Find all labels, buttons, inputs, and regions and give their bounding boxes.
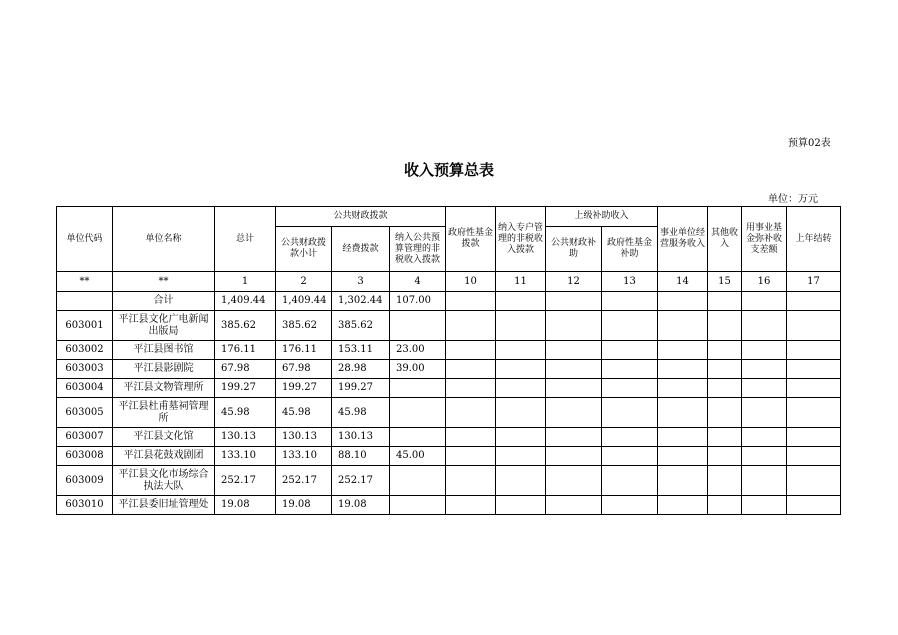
- form-number: 预算02表: [788, 138, 831, 149]
- row-subtotal: 385.62: [276, 311, 332, 341]
- empty-cell: [787, 311, 841, 341]
- header-total: 总计: [215, 207, 276, 272]
- row-funding: 385.62: [332, 311, 390, 341]
- empty-cell: [446, 398, 496, 428]
- row-subtotal: 67.98: [276, 360, 332, 379]
- row-name: 平江县文化广电新闻出版局: [113, 311, 215, 341]
- index-cell: 3: [332, 272, 390, 292]
- table-row: [57, 341, 841, 360]
- empty-cell: [708, 379, 742, 398]
- index-cell: **: [113, 272, 215, 292]
- empty-cell: [787, 496, 841, 515]
- row-funding: 45.98: [332, 398, 390, 428]
- empty-cell: [708, 398, 742, 428]
- empty-cell: [658, 466, 708, 496]
- index-cell: 14: [658, 272, 708, 292]
- empty-cell: [546, 466, 602, 496]
- row-nontax: [390, 428, 446, 447]
- row-subtotal: 130.13: [276, 428, 332, 447]
- table-row: [57, 379, 841, 398]
- row-subtotal: 199.27: [276, 379, 332, 398]
- empty-cell: [546, 496, 602, 515]
- table-row: [57, 428, 841, 447]
- empty-cell: [446, 360, 496, 379]
- empty-cell: [787, 341, 841, 360]
- index-cell: 16: [742, 272, 787, 292]
- index-cell: 15: [708, 272, 742, 292]
- row-nontax: [390, 466, 446, 496]
- index-cell: 1: [215, 272, 276, 292]
- row-code: 603008: [57, 447, 113, 466]
- empty-cell: [602, 447, 658, 466]
- table-row: [57, 466, 841, 496]
- header-unit-code: 单位代码: [57, 207, 113, 272]
- empty-cell: [546, 360, 602, 379]
- empty-cell: [546, 447, 602, 466]
- empty-cell: [658, 398, 708, 428]
- row-funding: 28.98: [332, 360, 390, 379]
- empty-cell: [787, 360, 841, 379]
- total-row-funding: 1,302.44: [332, 292, 390, 311]
- empty-cell: [742, 447, 787, 466]
- empty-cell: [708, 447, 742, 466]
- row-code: 603009: [57, 466, 113, 496]
- row-total: 67.98: [215, 360, 276, 379]
- empty-cell: [658, 496, 708, 515]
- header-pf-funding: 经费拨款: [332, 227, 390, 272]
- table-row: [57, 311, 841, 341]
- row-funding: 19.08: [332, 496, 390, 515]
- row-code: 603003: [57, 360, 113, 379]
- index-cell: 12: [546, 272, 602, 292]
- empty-cell: [742, 466, 787, 496]
- empty-cell: [496, 311, 546, 341]
- empty-cell: [602, 496, 658, 515]
- empty-cell: [602, 466, 658, 496]
- row-total: 252.17: [215, 466, 276, 496]
- index-cell: 10: [446, 272, 496, 292]
- empty-cell: [742, 428, 787, 447]
- row-code: 603010: [57, 496, 113, 515]
- empty-cell: [742, 398, 787, 428]
- header-unit-name: 单位名称: [113, 207, 215, 272]
- empty-cell: [546, 311, 602, 341]
- empty-cell: [546, 379, 602, 398]
- row-name: 平江县文物管理所: [113, 379, 215, 398]
- row-total: 133.10: [215, 447, 276, 466]
- unit-label: 单位：万元: [768, 194, 818, 205]
- empty-cell: [658, 360, 708, 379]
- header-pf-subtotal: 公共财政拨款小计: [276, 227, 332, 272]
- empty-cell: [708, 428, 742, 447]
- row-subtotal: 176.11: [276, 341, 332, 360]
- empty-cell: [602, 379, 658, 398]
- row-name: 平江县影剧院: [113, 360, 215, 379]
- empty-cell: [742, 311, 787, 341]
- empty-cell: [446, 341, 496, 360]
- row-name: 平江县杜甫墓祠管理所: [113, 398, 215, 428]
- empty-cell: [708, 360, 742, 379]
- row-funding: 88.10: [332, 447, 390, 466]
- empty-cell: [742, 379, 787, 398]
- row-subtotal: 19.08: [276, 496, 332, 515]
- empty-cell: [496, 379, 546, 398]
- empty-cell: [602, 428, 658, 447]
- page-title: 收入预算总表: [403, 161, 494, 179]
- row-code: 603007: [57, 428, 113, 447]
- empty-cell: [658, 447, 708, 466]
- empty-cell: [446, 466, 496, 496]
- empty-cell: [742, 360, 787, 379]
- empty-cell: [708, 311, 742, 341]
- row-subtotal: 45.98: [276, 398, 332, 428]
- total-row-code: [57, 292, 113, 311]
- row-code: 603005: [57, 398, 113, 428]
- row-total: 176.11: [215, 341, 276, 360]
- empty-cell: [546, 428, 602, 447]
- empty-cell: [708, 496, 742, 515]
- index-cell: 4: [390, 272, 446, 292]
- header-pf-nontax: 纳入公共预算管理的非税收入拨款: [390, 227, 446, 272]
- empty-cell: [446, 311, 496, 341]
- empty-cell: [708, 341, 742, 360]
- row-nontax: [390, 379, 446, 398]
- empty-cell: [602, 398, 658, 428]
- row-funding: 130.13: [332, 428, 390, 447]
- total-row-total: 1,409.44: [215, 292, 276, 311]
- row-name: 平江县委旧址管理处: [113, 496, 215, 515]
- empty-cell: [496, 428, 546, 447]
- row-nontax: [390, 398, 446, 428]
- empty-cell: [658, 311, 708, 341]
- empty-cell: [742, 496, 787, 515]
- row-total: 19.08: [215, 496, 276, 515]
- empty-cell: [446, 447, 496, 466]
- row-funding: 252.17: [332, 466, 390, 496]
- empty-cell: [787, 398, 841, 428]
- row-total: 45.98: [215, 398, 276, 428]
- header-ss-gov-fund: 政府性基金补助: [602, 227, 658, 272]
- row-name: 平江县图书馆: [113, 341, 215, 360]
- row-nontax: 39.00: [390, 360, 446, 379]
- row-name: 平江县花鼓戏剧团: [113, 447, 215, 466]
- empty-cell: [787, 447, 841, 466]
- row-total: 385.62: [215, 311, 276, 341]
- empty-cell: [658, 341, 708, 360]
- empty-cell: [602, 311, 658, 341]
- row-nontax: [390, 311, 446, 341]
- empty-cell: [496, 466, 546, 496]
- empty-cell: [446, 379, 496, 398]
- empty-cell: [708, 466, 742, 496]
- empty-cell: [496, 496, 546, 515]
- empty-cell: [602, 360, 658, 379]
- empty-cell: [787, 379, 841, 398]
- header-carryover: 上年结转: [787, 207, 841, 272]
- index-cell: **: [57, 272, 113, 292]
- empty-cell: [446, 428, 496, 447]
- row-code: 603004: [57, 379, 113, 398]
- empty-cell: [496, 398, 546, 428]
- index-cell: 2: [276, 272, 332, 292]
- header-public-fiscal: 公共财政拨款: [276, 207, 446, 227]
- table-row: [57, 360, 841, 379]
- row-name: 平江县文化市场综合执法大队: [113, 466, 215, 496]
- header-superior-subsidy: 上级补助收入: [546, 207, 658, 227]
- row-nontax: 23.00: [390, 341, 446, 360]
- row-name: 平江县文化馆: [113, 428, 215, 447]
- empty-cell: [546, 341, 602, 360]
- header-other-income: 其他收入: [708, 207, 742, 272]
- empty-cell: [658, 428, 708, 447]
- empty-cell: [787, 466, 841, 496]
- empty-cell: [496, 341, 546, 360]
- table-row: [57, 496, 841, 515]
- row-code: 603002: [57, 341, 113, 360]
- total-row-nontax: 107.00: [390, 292, 446, 311]
- header-fund-balance: 用事业基金弥补收支差额: [742, 207, 787, 272]
- row-total: 199.27: [215, 379, 276, 398]
- total-row-subtotal: 1,409.44: [276, 292, 332, 311]
- table-row: [57, 447, 841, 466]
- row-subtotal: 133.10: [276, 447, 332, 466]
- empty-cell: [496, 447, 546, 466]
- total-row-label: 合计: [113, 292, 215, 311]
- row-subtotal: 252.17: [276, 466, 332, 496]
- empty-cell: [446, 496, 496, 515]
- budget-table: [56, 206, 841, 515]
- header-gov-fund: 政府性基金拨款: [446, 207, 496, 272]
- header-ss-public: 公共财政补助: [546, 227, 602, 272]
- empty-cell: [496, 360, 546, 379]
- row-funding: 199.27: [332, 379, 390, 398]
- index-cell: 13: [602, 272, 658, 292]
- row-nontax: 45.00: [390, 447, 446, 466]
- index-cell: 17: [787, 272, 841, 292]
- row-funding: 153.11: [332, 341, 390, 360]
- empty-cell: [602, 341, 658, 360]
- row-code: 603001: [57, 311, 113, 341]
- empty-cell: [742, 341, 787, 360]
- empty-cell: [658, 379, 708, 398]
- row-nontax: [390, 496, 446, 515]
- table-row: [57, 398, 841, 428]
- row-total: 130.13: [215, 428, 276, 447]
- empty-cell: [787, 428, 841, 447]
- header-special-nontax: 纳入专户管理的非税收入拨款: [496, 207, 546, 272]
- header-business-income: 事业单位经营服务收入: [658, 207, 708, 272]
- index-cell: 11: [496, 272, 546, 292]
- empty-cell: [546, 398, 602, 428]
